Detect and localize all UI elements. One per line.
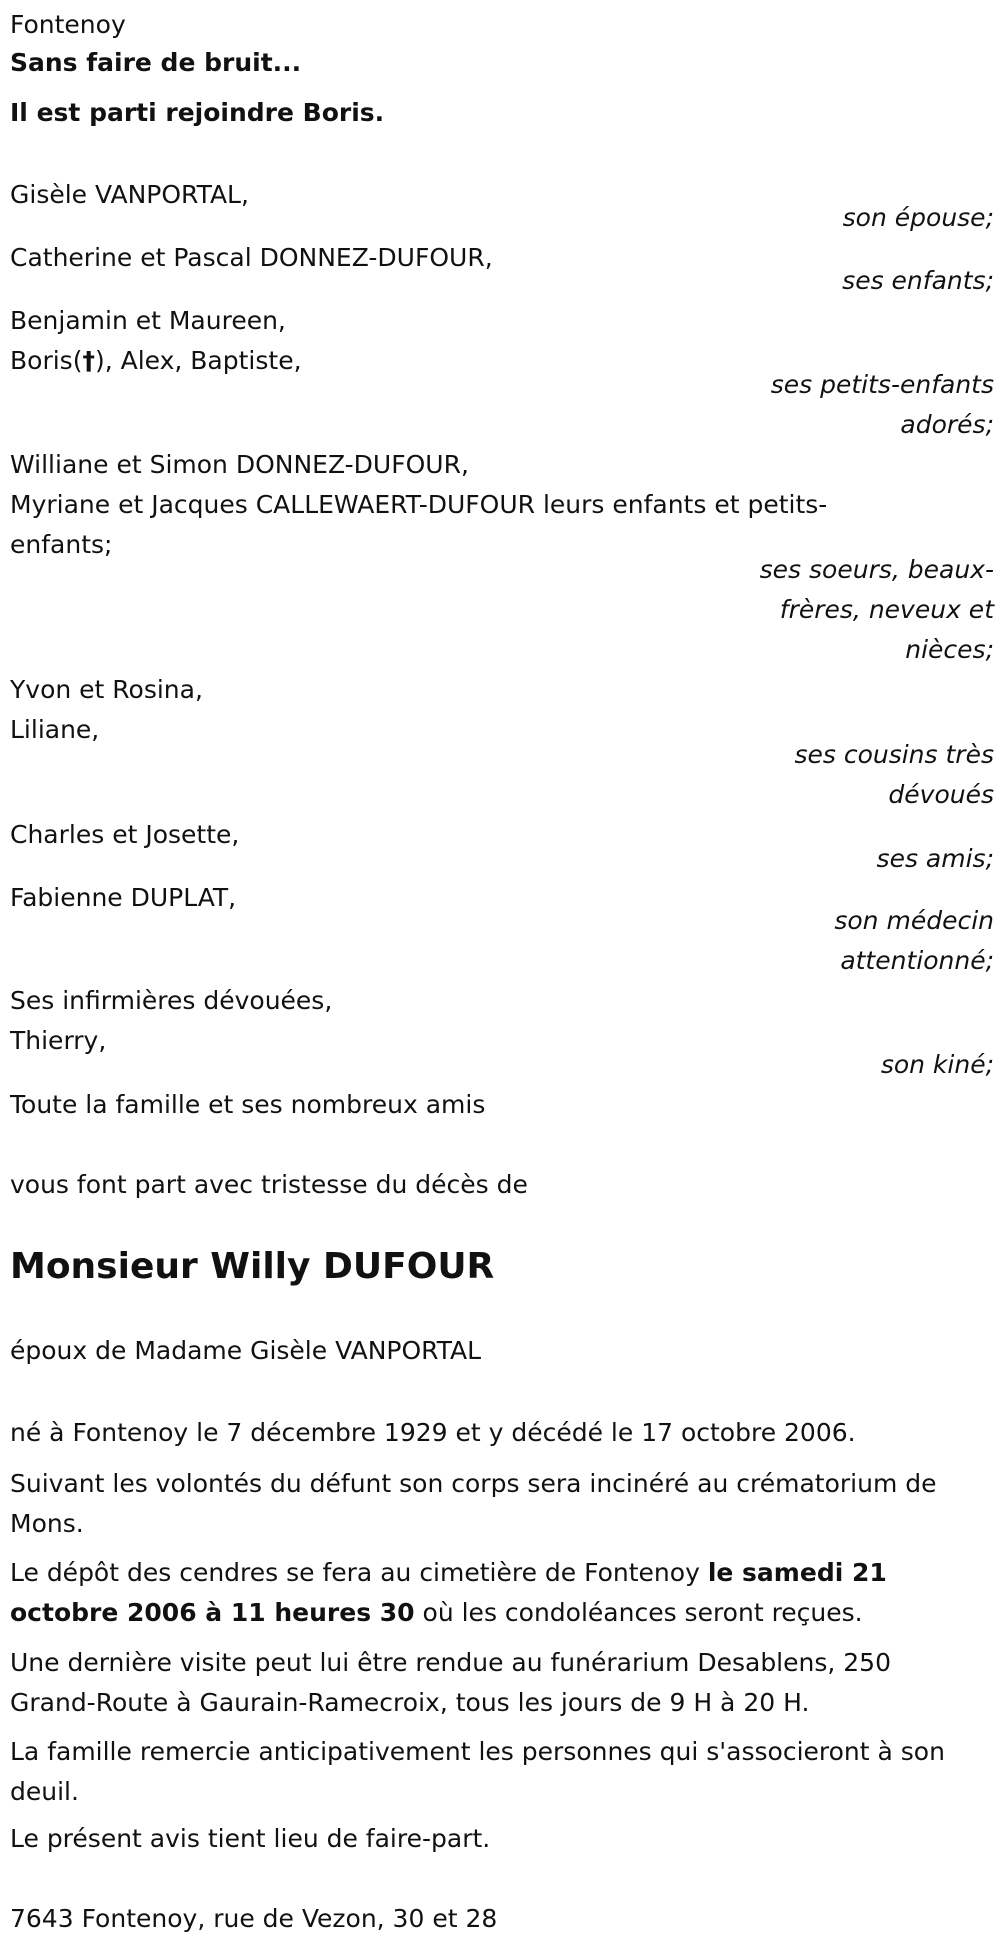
spouse-role: son épouse; xyxy=(842,203,994,232)
announcement-intro: vous font part avec tristesse du décès de xyxy=(10,1170,528,1199)
siblings-role-line-1: ses soeurs, beaux- xyxy=(759,555,994,584)
visit-paragraph: Une dernière visite peut lui être rendue au funérarium Desablens, 250 Grand-Route à Gaurain-Ramecroix, tous les jours de 9 H à 20 H. xyxy=(10,1648,891,1717)
cousins-role-line-2: dévoués xyxy=(888,780,994,809)
physio-role: son kiné; xyxy=(880,1050,994,1079)
doctor-role-line-2: attentionné; xyxy=(840,946,994,975)
siblings-role-line-2: frères, neveux et xyxy=(779,595,994,624)
siblings-line-2: Myriane et Jacques CALLEWAERT-DUFOUR leurs enfants et petits- xyxy=(10,490,828,519)
children-role: ses enfants; xyxy=(842,266,994,295)
ceremony-date: le samedi 21 octobre 2006 à 11 heures 30 xyxy=(10,1558,887,1627)
ashes-text-post: où les condoléances seront reçues. xyxy=(414,1598,863,1627)
siblings-role-line-3: nièces; xyxy=(905,635,994,664)
nurses-line: Ses infirmières dévouées, xyxy=(10,986,333,1015)
tagline-line-2: Il est parti rejoindre Boris. xyxy=(10,98,385,127)
all-family-line: Toute la famille et ses nombreux amis xyxy=(10,1090,486,1119)
physio-name: Thierry, xyxy=(10,1026,107,1055)
grandchildren-text-post: ), Alex, Baptiste, xyxy=(94,346,302,375)
spouse-of-line: époux de Madame Gisèle VANPORTAL xyxy=(10,1336,482,1365)
grandchildren-role-line-1: ses petits-enfants xyxy=(770,370,994,399)
deceased-name: Monsieur Willy DUFOUR xyxy=(10,1246,495,1287)
siblings-line-3: enfants; xyxy=(10,530,113,559)
spouse-name: Gisèle VANPORTAL, xyxy=(10,180,249,209)
address-line: 7643 Fontenoy, rue de Vezon, 30 et 28 xyxy=(10,1904,498,1933)
friends-role: ses amis; xyxy=(876,844,994,873)
friends-names: Charles et Josette, xyxy=(10,820,240,849)
doctor-role-line-1: son médecin xyxy=(834,906,994,935)
ashes-text-pre: Le dépôt des cendres se fera au cimetière de Fontenoy xyxy=(10,1558,708,1587)
grandchildren-line-2 xyxy=(10,346,302,376)
cremation-paragraph: Suivant les volontés du défunt son corps sera incinéré au crématorium de Mons. xyxy=(10,1469,937,1538)
thanks-paragraph: La famille remercie anticipativement les personnes qui s'associeront à son deuil. xyxy=(10,1737,945,1806)
grandchildren-line-1: Benjamin et Maureen, xyxy=(10,306,286,335)
cousins-line-2: Liliane, xyxy=(10,715,100,744)
siblings-line-1: Williane et Simon DONNEZ-DUFOUR, xyxy=(10,450,469,479)
cross-icon: † xyxy=(82,346,95,375)
cousins-role-line-1: ses cousins très xyxy=(794,740,994,769)
birth-death-line: né à Fontenoy le 7 décembre 1929 et y décédé le 17 octobre 2006. xyxy=(10,1418,856,1447)
grandchildren-role-line-2: adorés; xyxy=(900,410,994,439)
tagline-line-1: Sans faire de bruit... xyxy=(10,48,302,77)
grandchildren-text-pre: Boris( xyxy=(10,346,83,375)
cousins-line-1: Yvon et Rosina, xyxy=(10,675,203,704)
doctor-name: Fabienne DUPLAT, xyxy=(10,883,237,912)
place-heading: Fontenoy xyxy=(10,10,126,39)
ashes-paragraph xyxy=(10,1553,980,1633)
children-names: Catherine et Pascal DONNEZ-DUFOUR, xyxy=(10,243,493,272)
notice-line: Le présent avis tient lieu de faire-part. xyxy=(10,1824,491,1853)
